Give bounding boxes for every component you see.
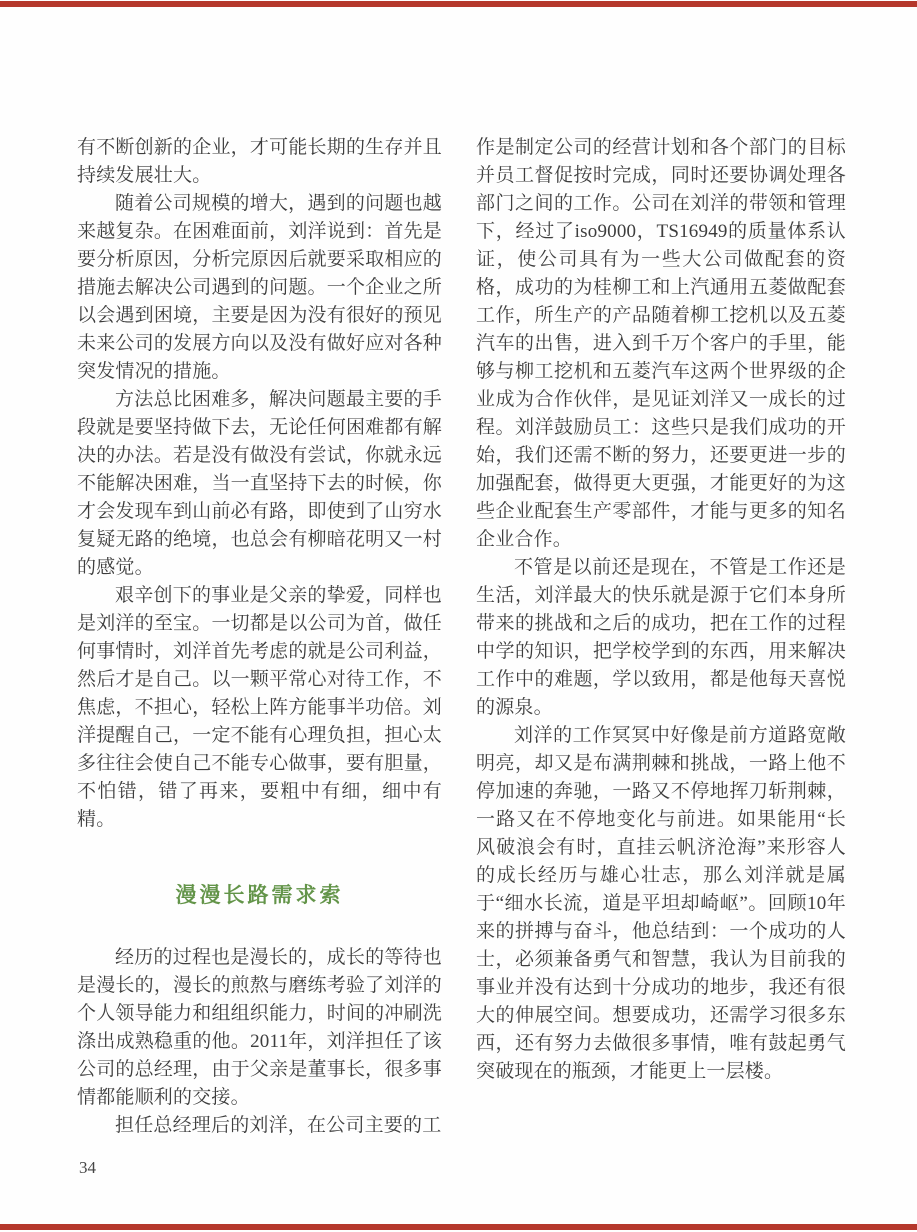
paragraph: 担任总经理后的刘洋，在公司主要的工 <box>115 1115 442 1136</box>
paragraph: 刘洋的工作冥冥中好像是前方道路宽敞明亮，却又是布满荆棘和挑战，一路上他不停加速的奔驰，一路又不停地挥刀斩荆棘，一路又在不停地变化与前进。如果能用“长风破浪会有时，直挂云帆济沧海”来形容人的成长经历与雄心壮志，那么刘洋就是属于“细水长流，道是平坦却崎岖”。回顾10年来的拼搏与奋斗，他总结到：一个成功的人士，必须兼备勇气和智慧，我认为目前我的事业并没有达到十分成功的地步，我还有很大的伸展空间。想要成功，还需学习很多东西，还有努力去做很多事情，唯有鼓起勇气突破现在的瓶颈，才能更上一层楼。 <box>476 725 846 1082</box>
page-content <box>77 134 846 1140</box>
bottom-border-rule <box>0 1224 917 1230</box>
top-border-rule <box>0 1 917 7</box>
paragraph: 有不断创新的企业，才可能长期的生存并且持续发展壮大。 <box>77 137 442 186</box>
paragraph: 随着公司规模的增大，遇到的问题也越来越复杂。在困难面前，刘洋说到：首先是要分析原因，分析完原因后就要采取相应的措施去解决公司遇到的问题。一个企业之所以会遇到困境，主要是因为没有很好的预见未来公司的发展方向以及没有做好应对各种突发情况的措施。 <box>77 193 442 382</box>
right-column <box>476 134 846 1140</box>
page-number: 34 <box>79 1158 96 1177</box>
paragraph: 不管是以前还是现在，不管是工作还是生活，刘洋最大的快乐就是源于它们本身所带来的挑战和之后的成功，把在工作的过程中学的知识，把学校学到的东西，用来解决工作中的难题，学以致用，都是他每天喜悦的源泉。 <box>476 557 846 718</box>
section-heading: 漫漫长路需求索 <box>175 883 344 907</box>
paragraph: 经历的过程也是漫长的，成长的等待也是漫长的，漫长的煎熬与磨练考验了刘洋的个人领导能力和组组织能力，时间的冲刷洗涤出成熟稳重的他。2011年，刘洋担任了该公司的总经理，由于父亲是董事长，很多事情都能顺利的交接。 <box>77 947 442 1108</box>
paragraph: 作是制定公司的经营计划和各个部门的目标并员工督促按时完成，同时还要协调处理各部门之间的工作。公司在刘洋的带领和管理下，经过了iso9000，TS16949的质量体系认证，使公司具有为一些大公司做配套的资格，成功的为桂柳工和上汽通用五菱做配套工作，所生产的产品随着柳工挖机以及五菱汽车的出售，进入到千万个客户的手里，能够与柳工挖机和五菱汽车这两个世界级的企业成为合作伙伴，是见证刘洋又一成长的过程。刘洋鼓励员工：这些只是我们成功的开始，我们还需不断的努力，还要更进一步的加强配套，做得更大更强，才能更好的为这些企业配套生产零部件，才能与更多的知名企业合作。 <box>476 137 846 550</box>
paragraph: 艰辛创下的事业是父亲的挚爱，同样也是刘洋的至宝。一切都是以公司为首，做任何事情时，刘洋首先考虑的就是公司利益，然后才是自己。以一颗平常心对待工作，不焦虑，不担心，轻松上阵方能事半功倍。刘洋提醒自己，一定不能有心理负担，担心太多往往会使自己不能专心做事，要有胆量，不怕错，错了再来，要粗中有细，细中有精。 <box>77 585 442 830</box>
paragraph: 方法总比困难多，解决问题最主要的手段就是要坚持做下去，无论任何困难都有解决的办法。若是没有做没有尝试，你就永远不能解决困难，当一直坚持下去的时候，你才会发现车到山前必有路，即使到了山穷水复疑无路的绝境，也总会有柳暗花明又一村的感觉。 <box>77 389 442 578</box>
left-column <box>77 134 442 1140</box>
